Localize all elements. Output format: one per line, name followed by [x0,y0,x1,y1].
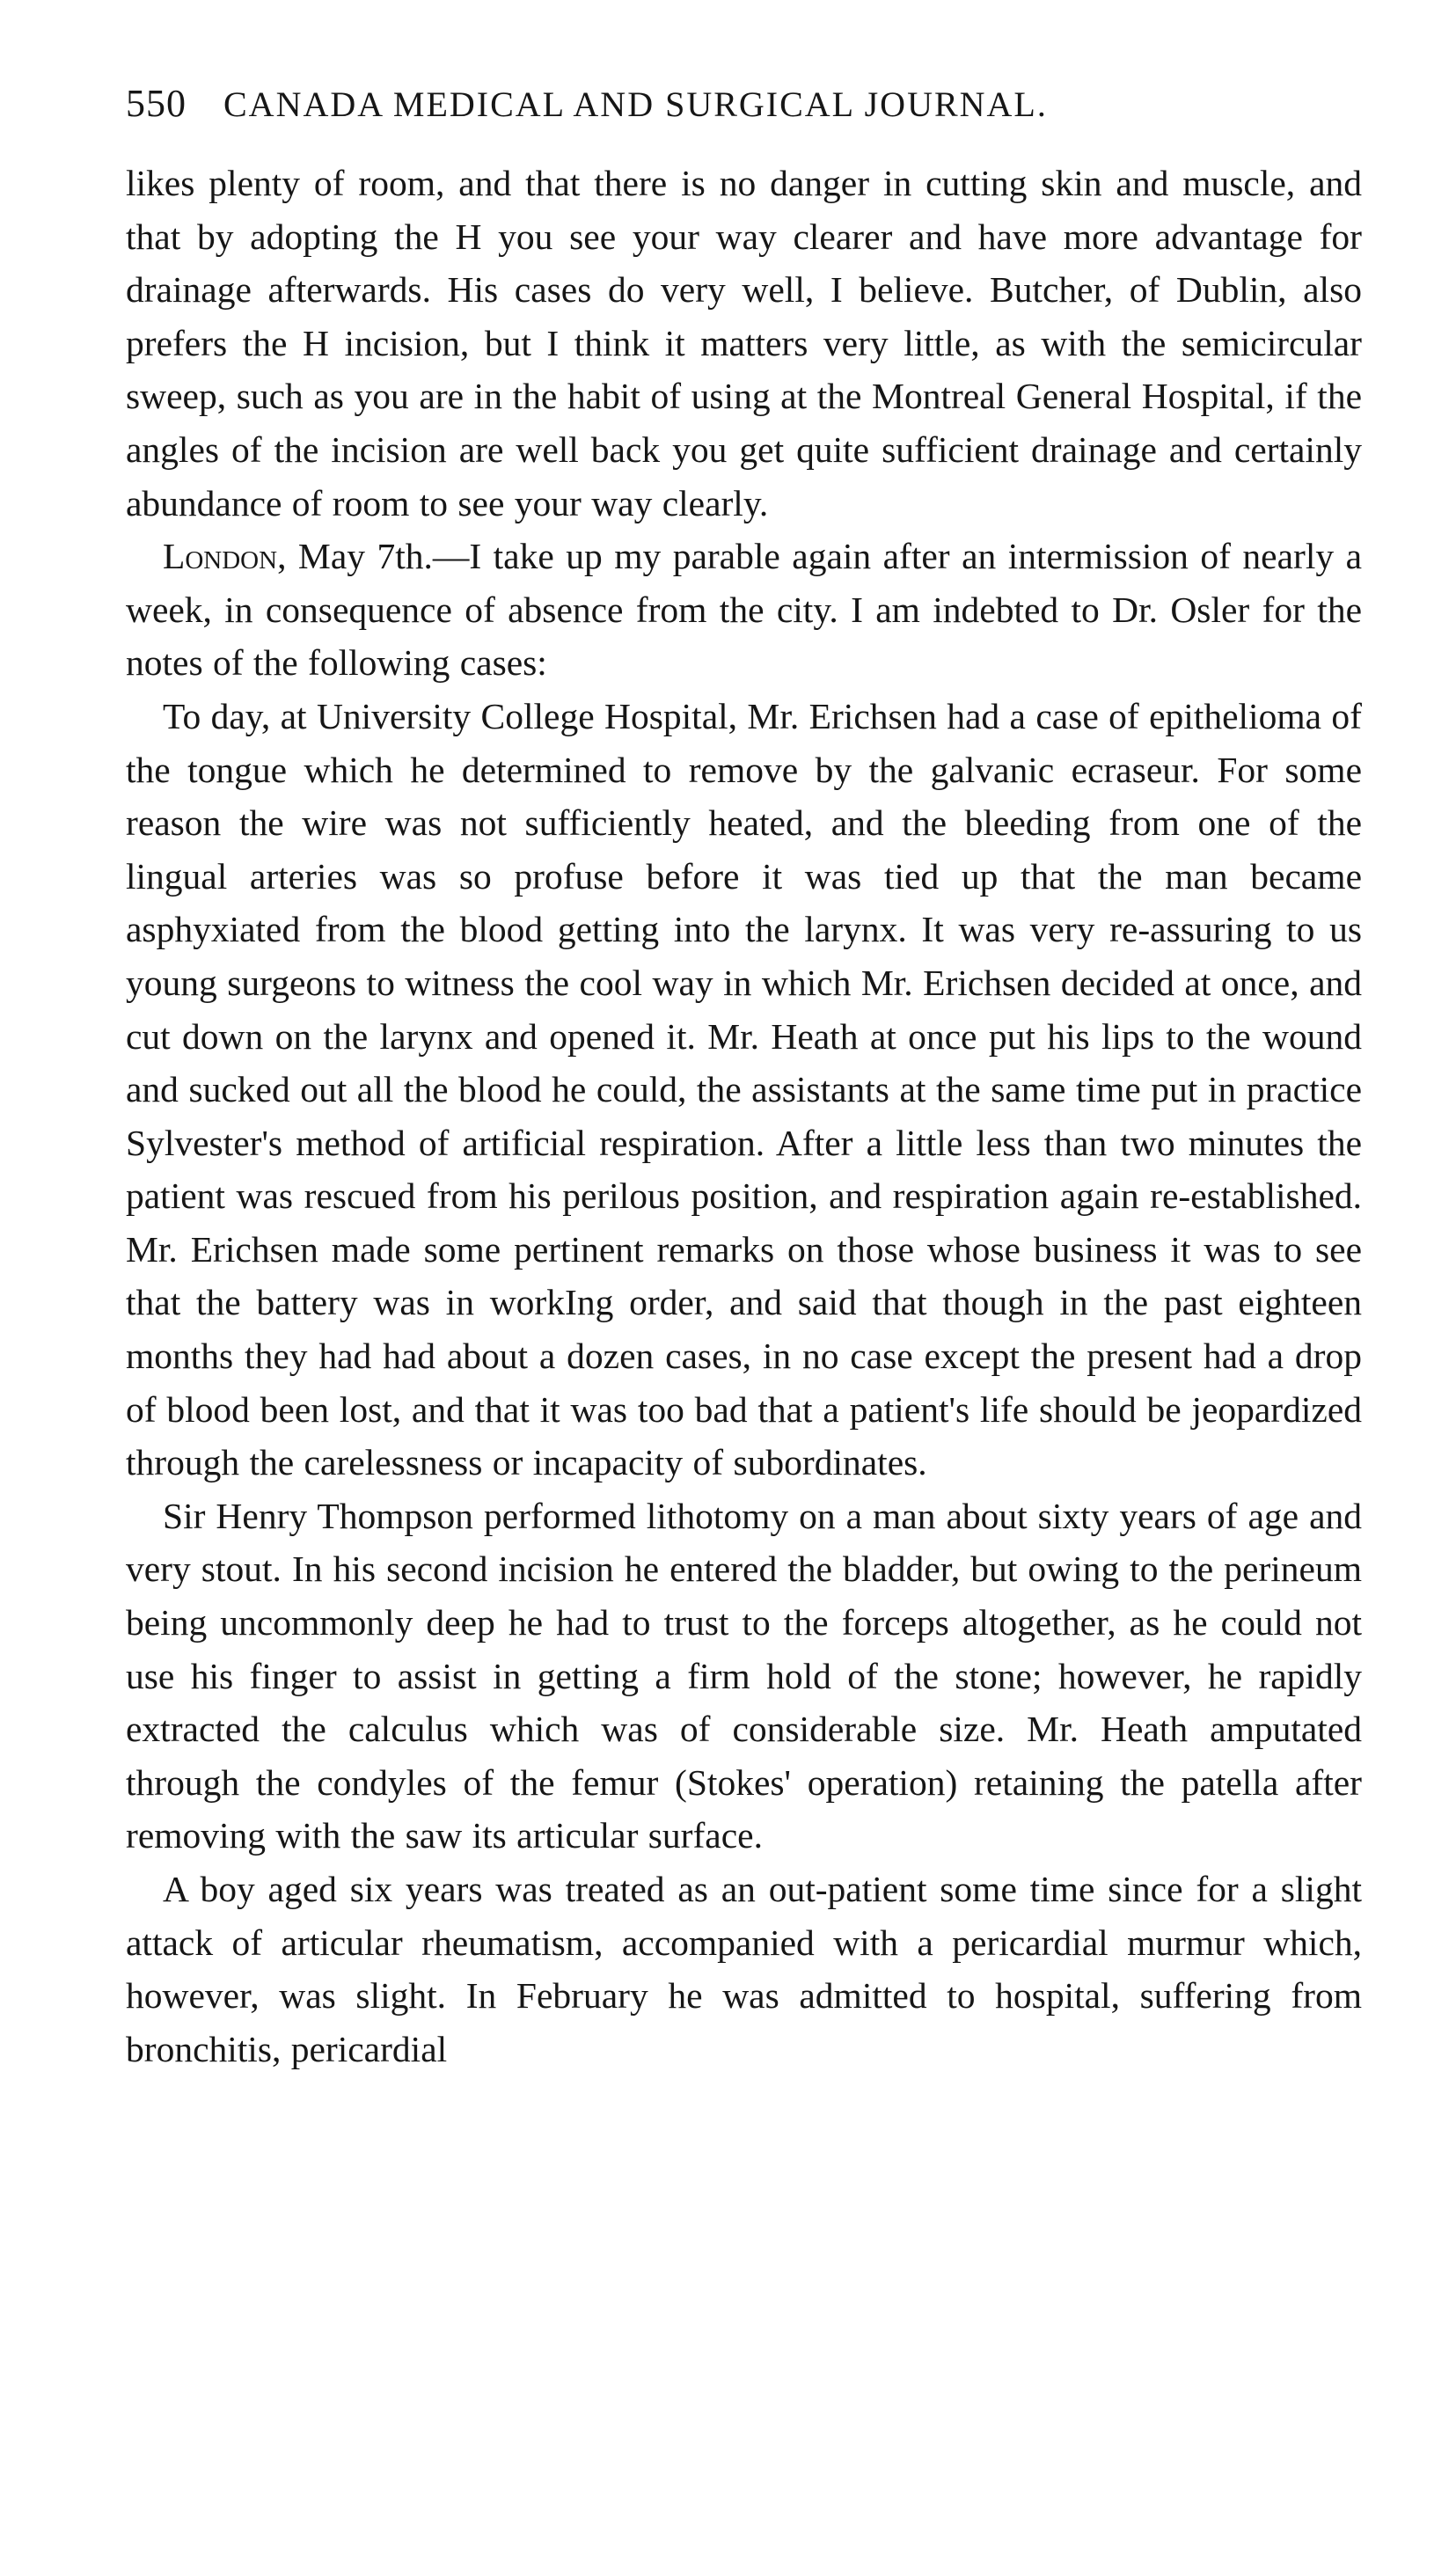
paragraph-incision-discussion [126,157,1362,530]
paragraph-text: likes plenty of room, and that there is no danger in cutting skin and muscle, and that by adopting the H you see your way clearer and have more advantage for drainage afterwards. His cases do very well, I believe. Butcher, of Dublin, also prefers the H incision, but I think it matters very little, as with the semicircular sweep, such as you are in the habit of using at the Montreal General Hospital, if the angles of the incision are well back you get quite sufficient drainage and certainly abundance of room to see your way clearly. [126,163,1362,523]
paragraph-text: To day, at University College Hospital, Mr. Erichsen had a case of epithelioma of the tongue which he determined to remove by the galvanic ecraseur. For some reason the wire was not sufficiently heated, and the bleeding from one of the lingual arteries was so profuse before it was tied up that the man became asphyxiated from the blood getting into the larynx. It was very re-assuring to us young surgeons to witness the cool way in which Mr. Erichsen decided at once, and cut down on the larynx and opened it. Mr. Heath at once put his lips to the wound and sucked out all the blood he could, the assistants at the same time put in practice Sylvester's method of artificial respiration. After a little less than two minutes the patient was rescued from his perilous position, and respiration again re-established. Mr. Erichsen made some pertinent remarks on those whose business it was to see that the battery was in workIng order, and said that though in the past eighteen months they had had about a dozen cases, in no case except the present had a drop of blood been lost, and that it was too bad that a patient's life should be jeopardized through the carelessness or incapacity of subordinates. [126,695,1362,1483]
dateline-place: London, [163,536,287,577]
journal-title: CANADA MEDICAL AND SURGICAL JOURNAL. [223,84,1048,124]
journal-page [126,81,1362,2075]
paragraph-boy-case [126,1863,1362,2075]
paragraph-text: May 7th.—I take up my parable again after an intermission of nearly a week, in consequence of absence from the city. I am indebted to Dr. Osler for the notes of the following cases: [126,536,1362,684]
paragraph-london-dateline [126,530,1362,690]
paragraph-erichsen-case [126,690,1362,1490]
article-body [126,157,1362,2075]
paragraph-thompson-lithotomy [126,1490,1362,1863]
paragraph-text: A boy aged six years was treated as an out-patient some time since for a slight attack of articular rheumatism, accompanied with a pericardial murmur which, however, was slight. In February he was admitted to hospital, suffering from bronchitis, pericardial [126,1869,1362,2069]
paragraph-text: Sir Henry Thompson performed lithotomy on a man about sixty years of age and very stout. In his second incision he entered the bladder, but owing to the perineum being uncommonly deep he had to trust to the forceps altogether, as he could not use his finger to assist in getting a firm hold of the stone; however, he rapidly extracted the calculus which was of considerable size. Mr. Heath amputated through the condyles of the femur (Stokes' operation) retaining the patella after removing with the saw its articular surface. [126,1495,1362,1856]
page-number: 550 [126,82,187,125]
running-head [126,81,1362,157]
